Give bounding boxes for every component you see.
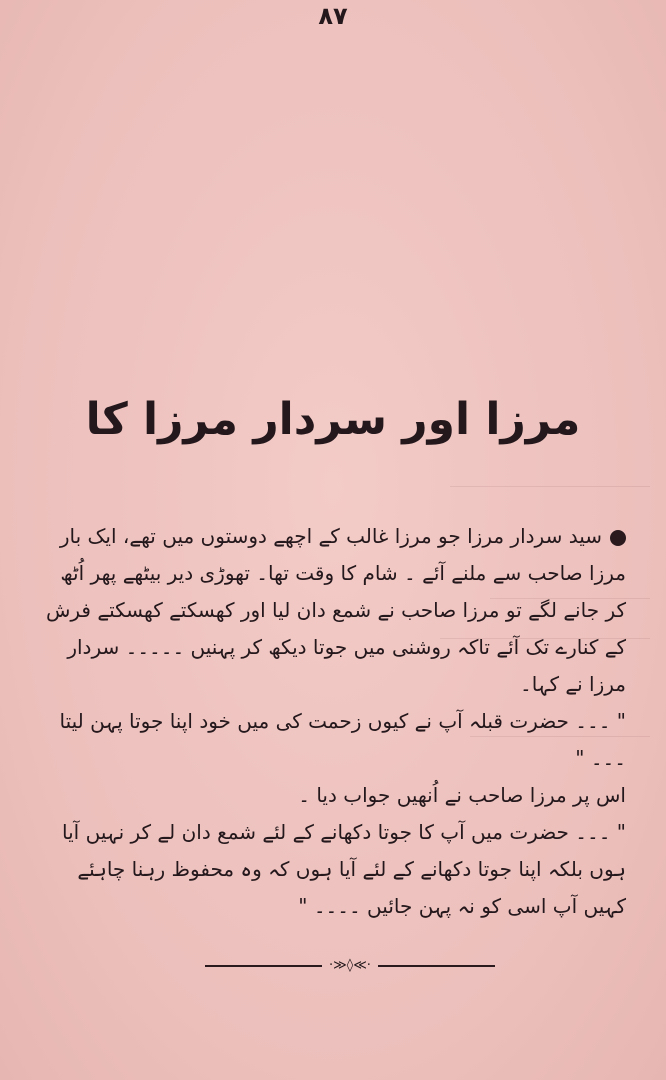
ornament-center-glyph: ·≫◊≪· <box>329 958 371 973</box>
ornament-left-line <box>205 965 322 967</box>
paragraph-2: " ۔۔۔ حضرت قبلہ آپ نے کیوں زحمت کی میں خود اپنا جوتا پہن لیتا ۔۔۔ " <box>59 709 626 770</box>
ornament-right-line <box>378 965 495 967</box>
section-end-ornament <box>205 956 495 976</box>
article-title: مرزا اور سردار مرزا کا <box>85 394 581 445</box>
paragraph-1-text: سید سردار مرزا جو مرزا غالب کے اچھے دوستوں میں تھے، ایک بار مرزا صاحب سے ملنے آئے ۔ شام کا وقت تھا۔ تھوڑی دیر بیٹھے پھر اُٹھ کر جانے لگے تو مرزا صاحب نے شمع دان لیا اور کھسکتے کھسکتے فرش کے کنارے تک آئے تاکہ روشنی میں جوتا دیکھ کر پہنیں ۔۔۔۔۔ سردار مرزا نے کہا۔ <box>45 524 626 696</box>
article-body <box>36 518 626 925</box>
paragraph-4: " ۔۔۔ حضرت میں آپ کا جوتا دکھانے کے لئے شمع دان لے کر نہیں آیا ہوں بلکہ اپنا جوتا دکھانے کے لئے آیا ہوں کہ وہ محفوظ رہنا چاہئے کہیں آپ اسی کو نہ پہن جائیں ۔۔۔۔ " <box>62 820 626 918</box>
paragraph-3: اس پر مرزا صاحب نے اُنھیں جواب دیا ۔ <box>298 783 626 807</box>
bullet-dot-icon <box>610 530 626 546</box>
paragraph-1 <box>36 518 626 703</box>
page-number: ۸۷ <box>318 2 348 30</box>
